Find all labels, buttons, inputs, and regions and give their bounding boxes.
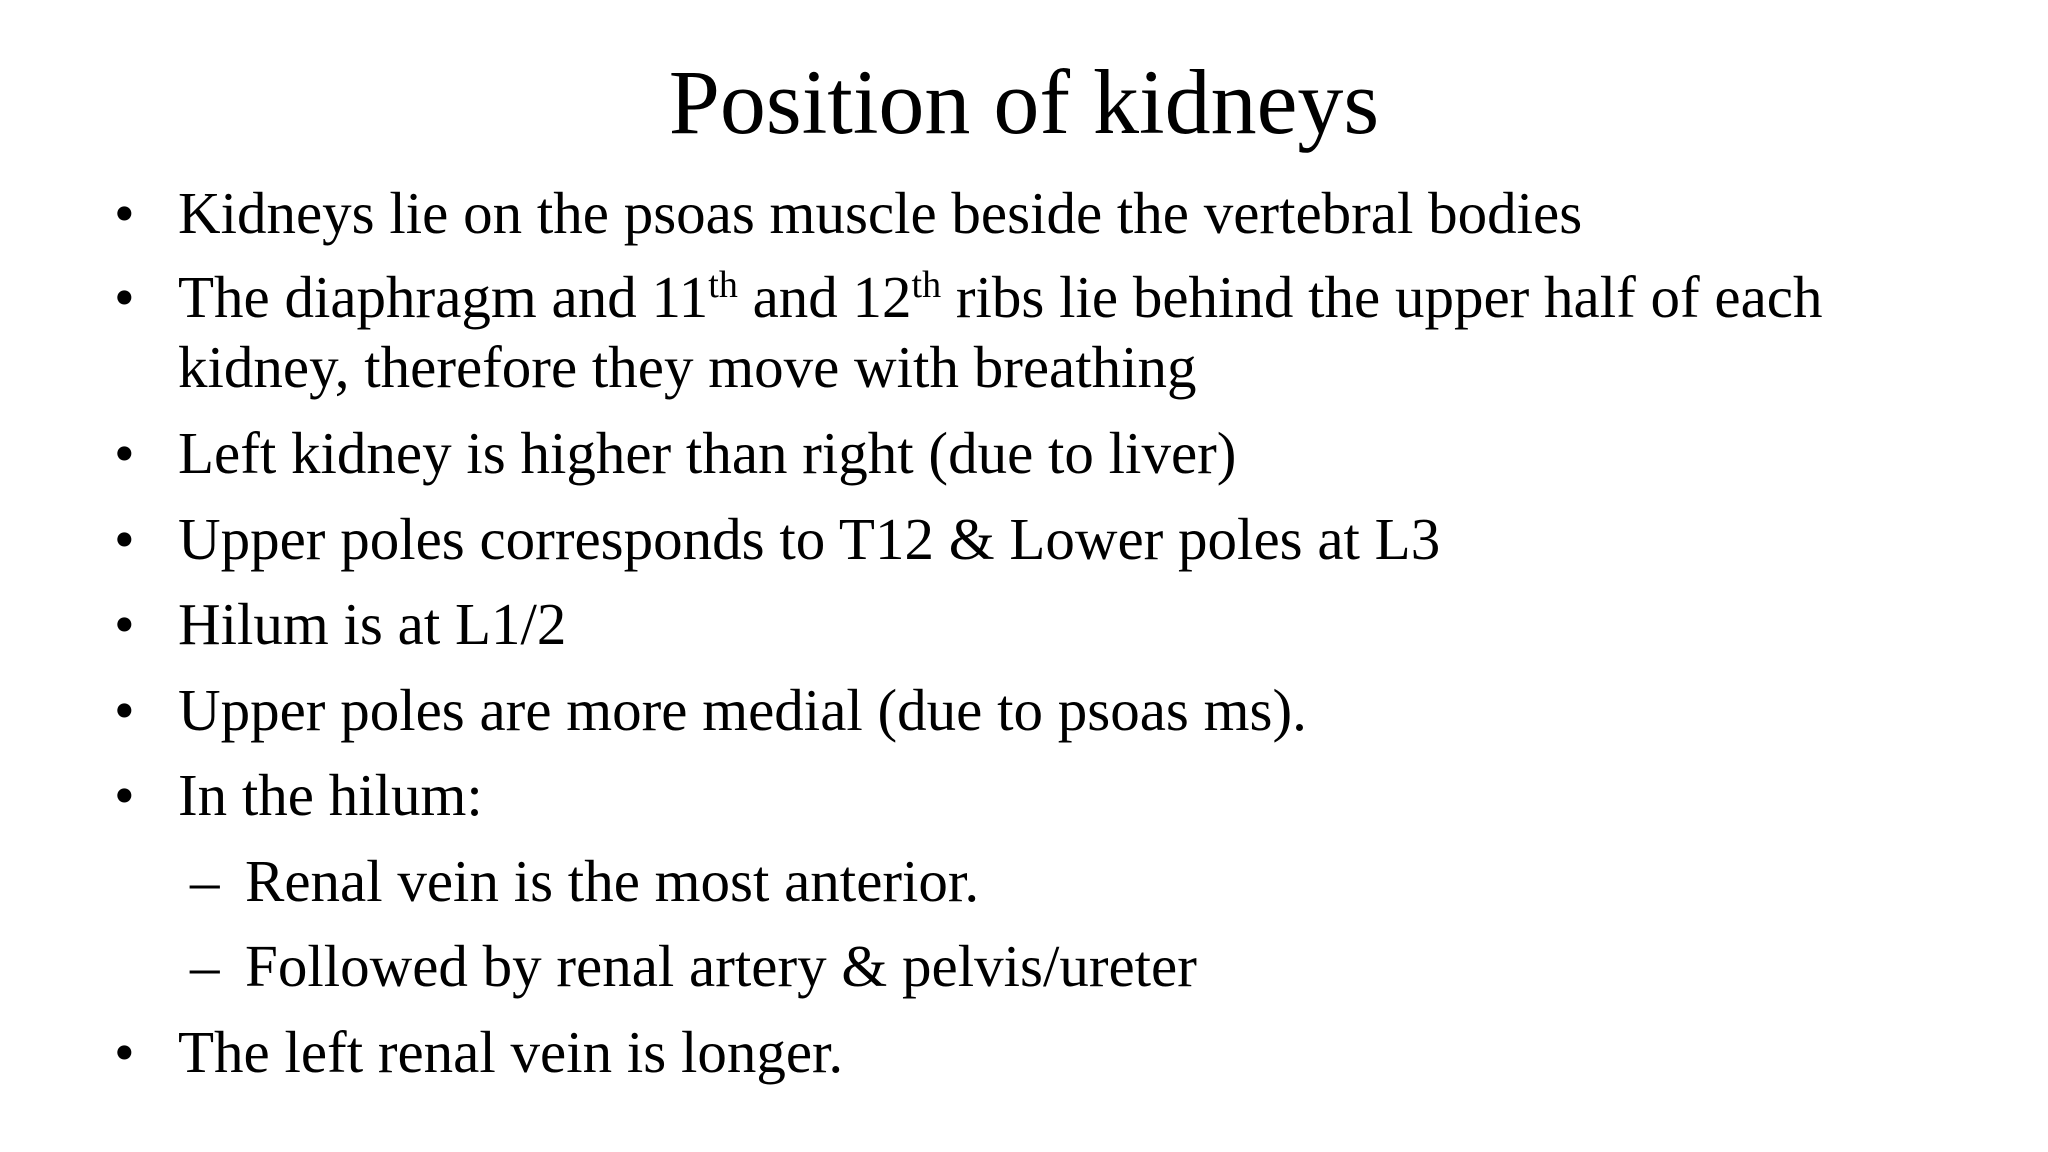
bullet-text: Left kidney is higher than right (due to liver) [178,420,1237,486]
ordinal-suffix: th [911,264,942,306]
bullet-text-part: and 12 [737,264,912,330]
bullet-text: Hilum is at L1/2 [178,591,567,657]
bullet-marker: • [114,677,135,743]
bullet-marker: • [114,420,135,486]
bullet-text-part: ribs lie behind the upper half of each kidney, therefore they move with breathing [178,264,1823,400]
bullet-text: Kidneys lie on the psoas muscle beside the vertebral bodies [178,180,1583,246]
bullet-text: The left renal vein is longer. [178,1019,844,1085]
sub-bullet-text: Renal vein is the most anterior. [245,848,980,914]
bullet-marker: • [114,591,135,657]
bullet-text: In the hilum: [178,762,483,828]
ordinal-suffix: th [708,264,738,306]
bullet-text-part: The diaphragm and 11 [178,264,709,330]
slide-title: Position of kidneys [668,51,1380,153]
bullet-text: Upper poles are more medial (due to psoas ms). [178,677,1307,743]
bullet-marker: • [114,180,135,246]
bullet-marker: • [114,506,135,572]
bullet-text [178,262,1878,402]
bullet-marker: • [114,762,135,828]
bullet-marker: • [114,1019,135,1085]
bullet-marker: • [114,264,135,330]
sub-bullet-marker: – [190,933,220,999]
sub-bullet-marker: – [190,848,220,914]
bullet-text: Upper poles corresponds to T12 & Lower poles at L3 [178,506,1441,572]
sub-bullet-text: Followed by renal artery & pelvis/ureter [245,933,1197,999]
